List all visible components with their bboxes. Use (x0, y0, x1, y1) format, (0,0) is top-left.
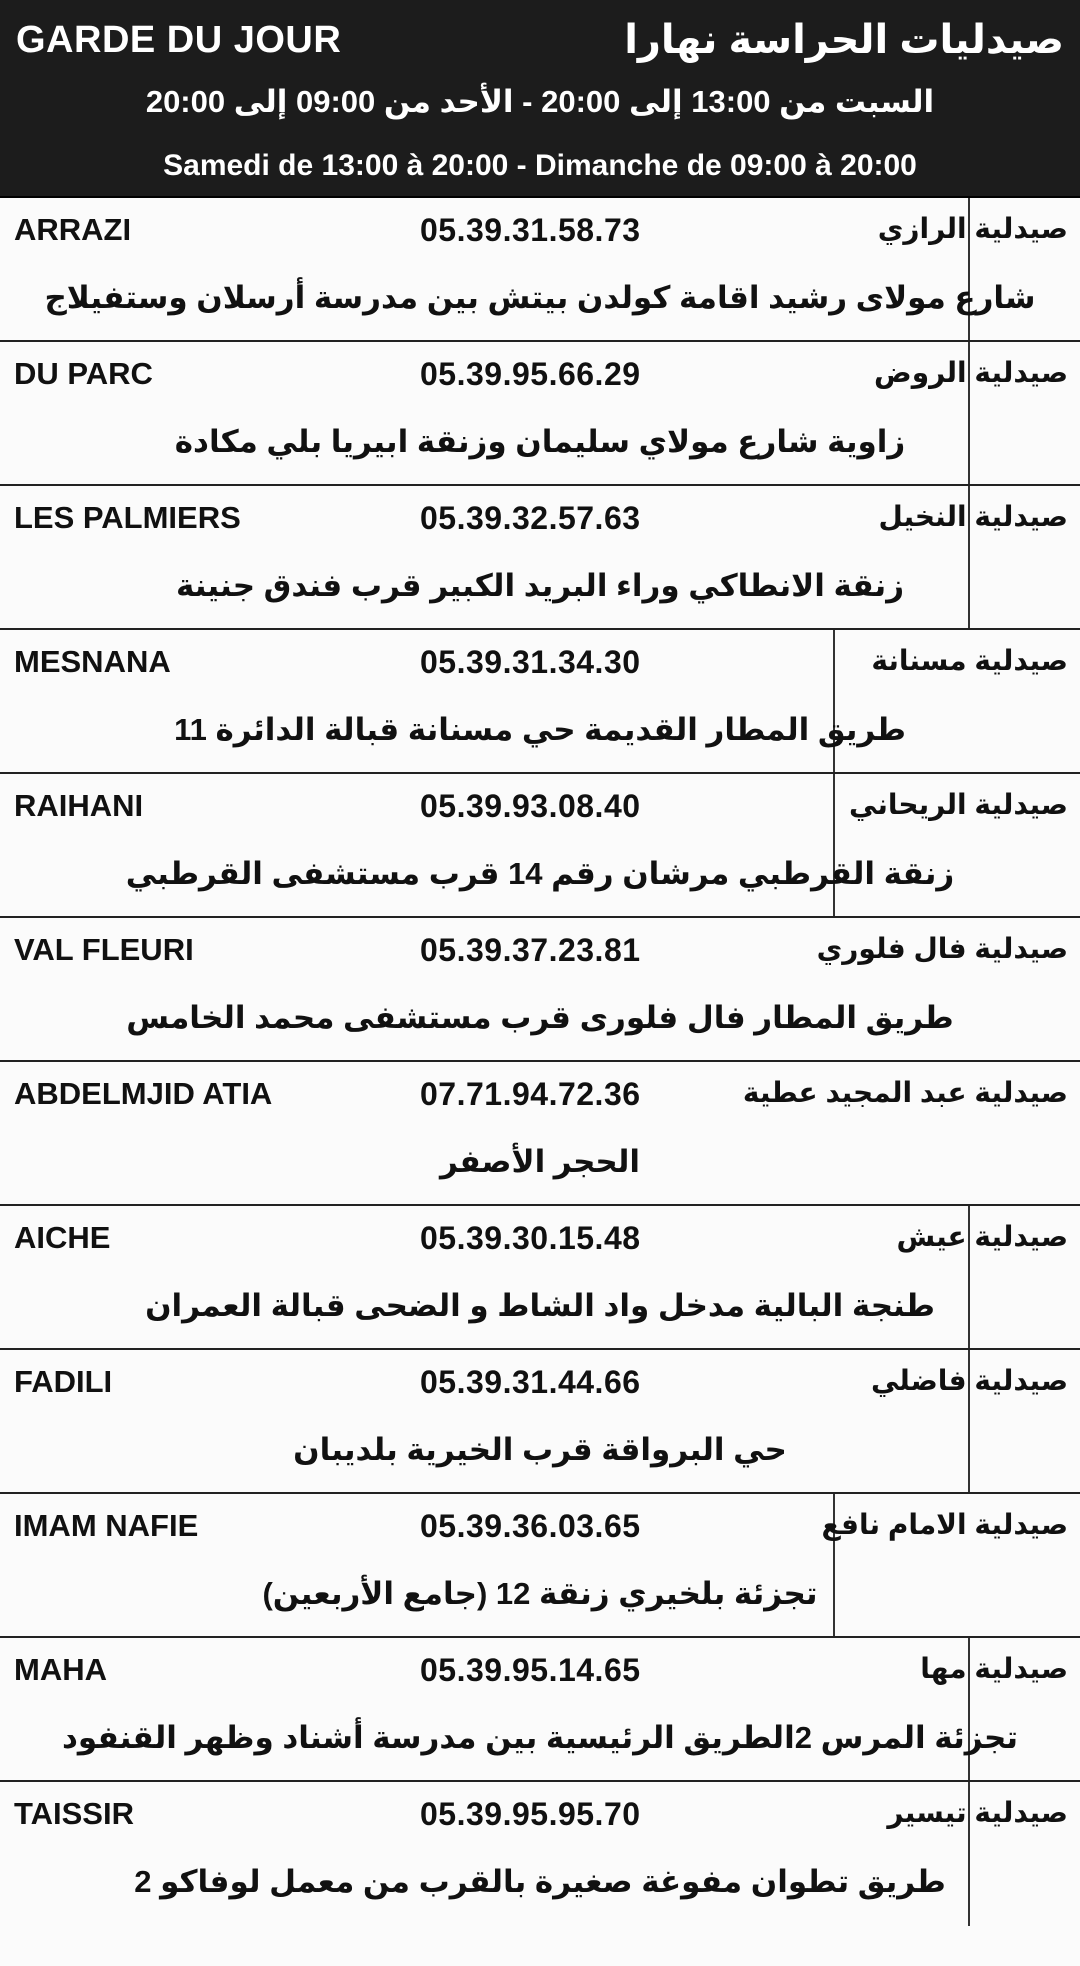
pharmacy-entry-taissir (0, 1782, 1080, 1926)
pharmacy-entry-fadili (0, 1350, 1080, 1494)
pharmacy-entry-arrazi (0, 198, 1080, 342)
pharmacy-phone: 07.71.94.72.36 (420, 1076, 641, 1112)
pharmacy-address: طريق المطار فال فلورى قرب مستشفى محمد الخامس (126, 1000, 954, 1035)
pharmacy-address: طريق المطار القديمة حي مسنانة قبالة الدائرة 11 (174, 712, 906, 747)
pharmacy-phone: 05.39.31.58.73 (420, 212, 641, 248)
pharmacy-name-fr: TAISSIR (14, 1796, 134, 1831)
pharmacy-phone: 05.39.95.14.65 (420, 1652, 641, 1688)
hours-fr: Samedi de 13:00 à 20:00 - Dimanche de 09:00 à 20:00 (163, 149, 917, 182)
pharmacy-name-fr: ABDELMJID ATIA (14, 1076, 273, 1111)
pharmacy-phone: 05.39.93.08.40 (420, 788, 641, 824)
pharmacy-name-fr: MESNANA (14, 644, 171, 679)
pharmacy-address: شارع مولاى رشيد اقامة كولدن بيتش بين مدرسة أرسلان وستفيلاج (44, 280, 1036, 315)
pharmacy-name-ar: صيدلية عبد المجيد عطية (742, 1077, 1068, 1108)
hours-ar: السبت من 13:00 إلى 20:00 - الأحد من 09:00 إلى 20:00 (145, 84, 935, 119)
pharmacy-address: طنجة البالية مدخل واد الشاط و الضحى قبالة العمران (145, 1288, 935, 1323)
pharmacy-address: الحجر الأصفر (439, 1144, 641, 1179)
pharmacy-name-ar: صيدلية مسنانة (871, 645, 1068, 676)
pharmacy-list (0, 198, 1080, 1926)
pharmacy-name-fr: IMAM NAFIE (14, 1508, 199, 1543)
pharmacy-name-fr: RAIHANI (14, 788, 144, 823)
pharmacy-name-ar: صيدلية الامام نافع (821, 1509, 1068, 1540)
pharmacy-entry-val-fleuri (0, 918, 1080, 1062)
pharmacy-address: زاوية شارع مولاي سليمان وزنقة ابيريا بلي مكادة (174, 424, 906, 459)
pharmacy-name-ar: صيدلية الريحاني (849, 789, 1068, 820)
pharmacy-name-ar: صيدلية فاضلي (870, 1365, 1068, 1396)
header (0, 0, 1080, 198)
pharmacy-name-ar: صيدلية عيش (896, 1221, 1068, 1252)
pharmacy-name-ar: صيدلية تيسير (887, 1797, 1068, 1828)
pharmacy-entry-du-parc (0, 342, 1080, 486)
pharmacy-phone: 05.39.95.66.29 (420, 356, 641, 392)
pharmacy-name-ar: صيدلية الروض (874, 357, 1068, 388)
pharmacy-phone: 05.39.30.15.48 (420, 1220, 641, 1256)
pharmacy-phone: 05.39.36.03.65 (420, 1508, 641, 1544)
pharmacy-entry-aiche (0, 1206, 1080, 1350)
pharmacy-entry-mesnana (0, 630, 1080, 774)
pharmacy-name-ar: صيدلية فال فلوري (816, 933, 1068, 964)
pharmacy-entry-raihani (0, 774, 1080, 918)
pharmacy-name-fr: LES PALMIERS (14, 500, 241, 535)
title-ar: صيدليات الحراسة نهارا (624, 18, 1064, 62)
pharmacy-name-fr: DU PARC (14, 356, 153, 391)
pharmacy-phone: 05.39.95.95.70 (420, 1796, 641, 1832)
pharmacy-entry-abdelmjid-atia (0, 1062, 1080, 1206)
pharmacy-entry-les-palmiers (0, 486, 1080, 630)
pharmacy-phone: 05.39.37.23.81 (420, 932, 641, 968)
pharmacy-address: زنقة الانطاكي وراء البريد الكبير قرب فندق جنينة (175, 568, 905, 603)
pharmacy-name-ar: صيدلية النخيل (878, 501, 1068, 532)
pharmacy-phone: 05.39.31.34.30 (420, 644, 641, 680)
pharmacy-phone: 05.39.32.57.63 (420, 500, 641, 536)
pharmacy-address: حي البرواقة قرب الخيرية بلديبان (293, 1432, 787, 1467)
pharmacy-name-ar: صيدلية مها (920, 1653, 1068, 1684)
pharmacy-name-fr: FADILI (14, 1364, 113, 1399)
pharmacy-name-fr: MAHA (14, 1652, 107, 1687)
column-divider (833, 630, 835, 772)
pharmacy-entry-maha (0, 1638, 1080, 1782)
pharmacy-address: تجزئة المرس 2الطريق الرئيسية بين مدرسة أشناد وظهر القنفود (62, 1720, 1018, 1755)
column-divider (833, 774, 835, 916)
pharmacy-name-fr: VAL FLEURI (14, 932, 194, 967)
pharmacy-entry-imam-nafie (0, 1494, 1080, 1638)
pharmacy-name-fr: AICHE (14, 1220, 111, 1255)
pharmacy-phone: 05.39.31.44.66 (420, 1364, 641, 1400)
title-fr: GARDE DU JOUR (16, 18, 342, 61)
pharmacy-address: زنقة القرطبي مرشان رقم 14 قرب مستشفى القرطبي (125, 856, 955, 891)
pharmacy-name-ar: صيدلية الرازي (877, 213, 1068, 244)
pharmacy-address: تجزئة بلخيري زنقة 12 (جامع الأربعين) (262, 1576, 818, 1611)
pharmacy-address: طريق تطوان مفوغة صغيرة بالقرب من معمل لوفاكو 2 (134, 1864, 946, 1899)
pharmacy-name-fr: ARRAZI (14, 212, 132, 247)
